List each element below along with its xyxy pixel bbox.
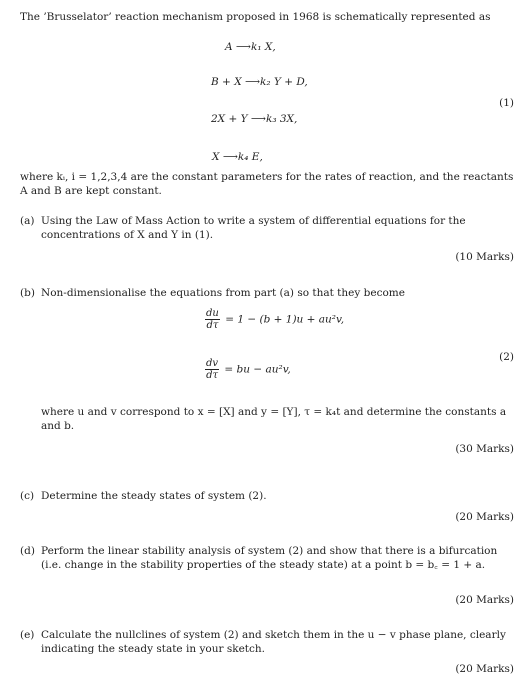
- part-c-text: Determine the steady states of system (2).: [41, 490, 267, 502]
- part-e-label: (e): [20, 629, 35, 641]
- part-b-label: (b): [20, 287, 35, 299]
- part-b-where: where u and v correspond to x = [X] and y = [Y], τ = k₄t and determine the constants a and b.: [41, 406, 507, 433]
- du-numerator: du: [206, 308, 219, 319]
- dv-numerator: dv: [206, 358, 219, 369]
- part-d-text: Perform the linear stability analysis of system (2) and show that there is a bifurcation (i.e. change in the stability properties of the steady state) at a point b = b꜀ = 1 + a.: [41, 545, 498, 572]
- dv-dtau-fraction: [205, 358, 219, 381]
- equation-dv: [205, 358, 291, 381]
- dv-rhs: = bu − au²v,: [224, 363, 291, 376]
- reaction-1: A ⟶k₁ X,: [225, 41, 276, 53]
- du-dtau-fraction: [205, 308, 220, 331]
- where-text: where kᵢ, i = 1,2,3,4 are the constant parameters for the rates of reaction, and the reactants A and B are kept constant.: [20, 171, 514, 198]
- part-b-marks: (30 Marks): [455, 443, 514, 455]
- part-b-text: Non-dimensionalise the equations from part (a) so that they become: [41, 287, 405, 299]
- du-rhs: = 1 − (b + 1)u + au²v,: [225, 313, 345, 326]
- equation-du: [205, 308, 344, 331]
- equation-2-number: (2): [499, 351, 514, 363]
- reaction-2: B + X ⟶k₂ Y + D,: [211, 76, 308, 88]
- part-a-label: (a): [20, 215, 35, 227]
- part-d-marks: (20 Marks): [455, 594, 514, 606]
- part-c-marks: (20 Marks): [455, 511, 514, 523]
- dv-denominator: dτ: [206, 370, 218, 381]
- part-d-label: (d): [20, 545, 35, 557]
- part-e-marks: (20 Marks): [455, 663, 514, 675]
- part-e-text: Calculate the nullclines of system (2) and sketch them in the u − v phase plane, clearly indicating the steady state in your sketch.: [41, 629, 506, 656]
- intro-text: The ’Brusselator’ reaction mechanism proposed in 1968 is schematically represented as: [20, 11, 491, 23]
- reaction-4: X ⟶k₄ E,: [212, 151, 263, 163]
- part-c-label: (c): [20, 490, 35, 502]
- part-a-text: Using the Law of Mass Action to write a system of differential equations for the concentrations of X and Y in (1).: [41, 215, 466, 242]
- part-a-marks: (10 Marks): [455, 251, 514, 263]
- du-denominator: dτ: [206, 320, 219, 331]
- reaction-3: 2X + Y ⟶k₃ 3X,: [211, 113, 298, 125]
- equation-1-number: (1): [499, 97, 514, 109]
